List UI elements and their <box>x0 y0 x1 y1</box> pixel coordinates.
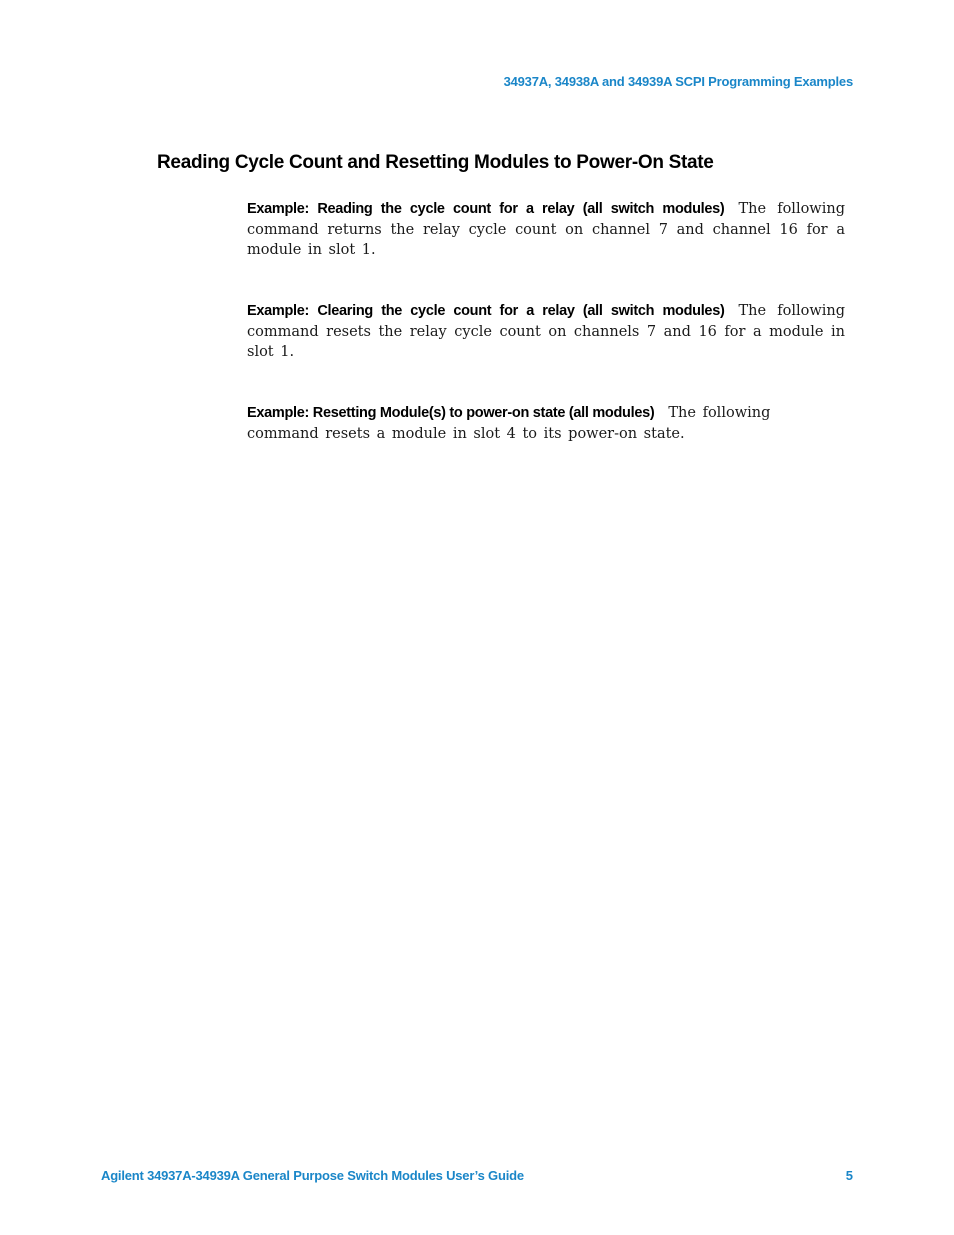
section-title: Reading Cycle Count and Resetting Modules to Power-On State <box>157 152 714 173</box>
example-heading: Example: Resetting Module(s) to power-on state (all modules) <box>247 405 655 421</box>
example-paragraph-reading-cycle-count <box>247 199 845 261</box>
running-header: 34937A, 34938A and 34939A SCPI Programming Examples <box>503 74 853 89</box>
footer-guide-title: Agilent 34937A-34939A General Purpose Switch Modules User’s Guide <box>101 1168 524 1183</box>
example-body: The following command returns the relay cycle count on channel 7 and channel 16 for a module in slot 1. <box>247 201 845 258</box>
page-number: 5 <box>845 1168 853 1183</box>
example-heading: Example: Reading the cycle count for a relay (all switch modules) <box>247 201 725 217</box>
example-body: The following command resets a module in slot 4 to its power-on state. <box>247 405 771 442</box>
example-paragraph-clearing-cycle-count <box>247 301 845 363</box>
example-heading: Example: Clearing the cycle count for a relay (all switch modules) <box>247 303 725 319</box>
example-body: The following command resets the relay cycle count on channels 7 and 16 for a module in slot 1. <box>247 303 845 360</box>
example-paragraph-resetting-modules <box>247 403 822 444</box>
